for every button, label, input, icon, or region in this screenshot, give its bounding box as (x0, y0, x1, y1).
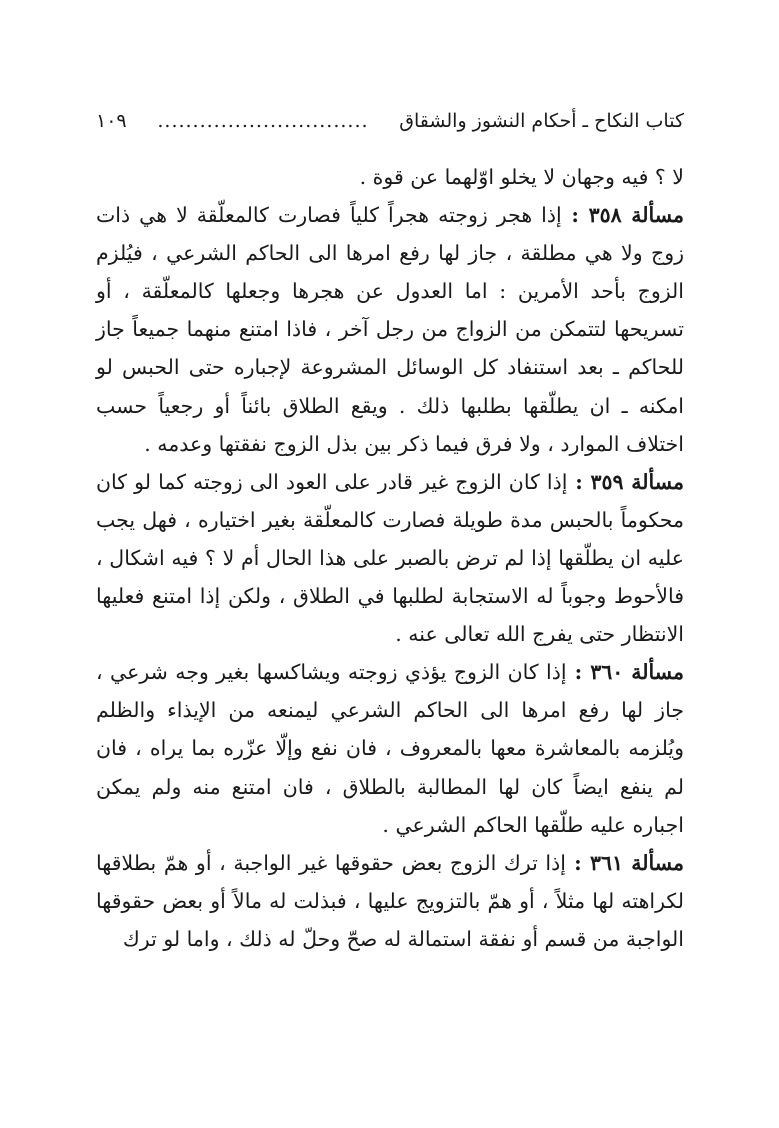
paragraph (96, 158, 684, 196)
issue-heading: مسألة ٣٦٠ : (566, 660, 684, 685)
paragraph-text: إذا كان الزوج غير قادر على العود الى زوجته كما لو كان محكوماً بالحبس مدة طويلة فصارت كالمعلّقة بغير اختياره ، فهل يجب عليه ان يطلّقها إذا لم ترض بالصبر على هذا الحال أم لا ؟ فيه اشكال ، فالأحوط وجوباً له الاستجابة لطلبها في الطلاق ، ولكن إذا امتنع فعليها الانتظار حتى يفرج الله تعالى عنه . (96, 469, 684, 647)
paragraph-text: إذا ترك الزوج بعض حقوقها غير الواجبة ، أو همّ بطلاقها لكراهته لها مثلاً ، أو همّ بالتزويج عليها ، فبذلت له مالاً أو بعض حقوقها الواجبة من قسم أو نفقة استمالة له صحّ وحلّ له ذلك ، واما لو ترك (96, 850, 684, 951)
paragraph (96, 196, 684, 463)
header-title: كتاب النكاح ـ أحكام النشوز والشقاق (399, 110, 684, 132)
body-text (96, 158, 684, 958)
issue-heading: مسألة ٣٥٨ : (561, 203, 685, 228)
issue-heading: مسألة ٣٦١ : (565, 850, 685, 875)
paragraph (96, 463, 684, 653)
book-page (96, 108, 684, 958)
paragraph-text: إذا كان الزوج يؤذي زوجته ويشاكسها بغير وجه شرعي ، جاز لها رفع امرها الى الحاكم الشرعي ليمنعه من الإيذاء والظلم ويُلزمه بالمعاشرة معها بالمعروف ، فان نفع وإلّا عزّره بما يراه ، فان لم ينفع ايضاً كان لها المطالبة بالطلاق ، فان امتنع منه ولم يمكن اجباره عليه طلّقها الحاكم الشرعي . (96, 660, 684, 837)
issue-heading: مسألة ٣٥٩ : (567, 469, 685, 494)
header-dot-leader: .............................. (157, 110, 369, 132)
paragraph-text: لا ؟ فيه وجهان لا يخلو اوّلهما عن قوة . (359, 165, 684, 189)
paragraph (96, 653, 684, 843)
paragraph-text: إذا هجر زوجته هجراً كلياً فصارت كالمعلّقة لا هي ذات زوج ولا هي مطلقة ، جاز لها رفع امرها الى الحاكم الشرعي ، فيُلزم الزوج بأحد الأمرين : اما العدول عن هجرها وجعلها كالمعلّقة ، أو تسريحها لتتمكن من الزواج من رجل آخر ، فاذا امتنع منهما جميعاً جاز للحاكم ـ بعد استنفاد كل الوسائل المشروعة لإجباره حتى الحبس لو امكنه ـ ان يطلّقها بطلبها ذلك . ويقع الطلاق بائناً أو رجعياً حسب اختلاف الموارد ، ولا فرق فيما ذكر بين بذل الزوج نفقتها وعدمه . (96, 203, 684, 456)
page-number: ١٠٩ (96, 110, 127, 132)
running-header (96, 108, 684, 136)
paragraph (96, 844, 684, 958)
